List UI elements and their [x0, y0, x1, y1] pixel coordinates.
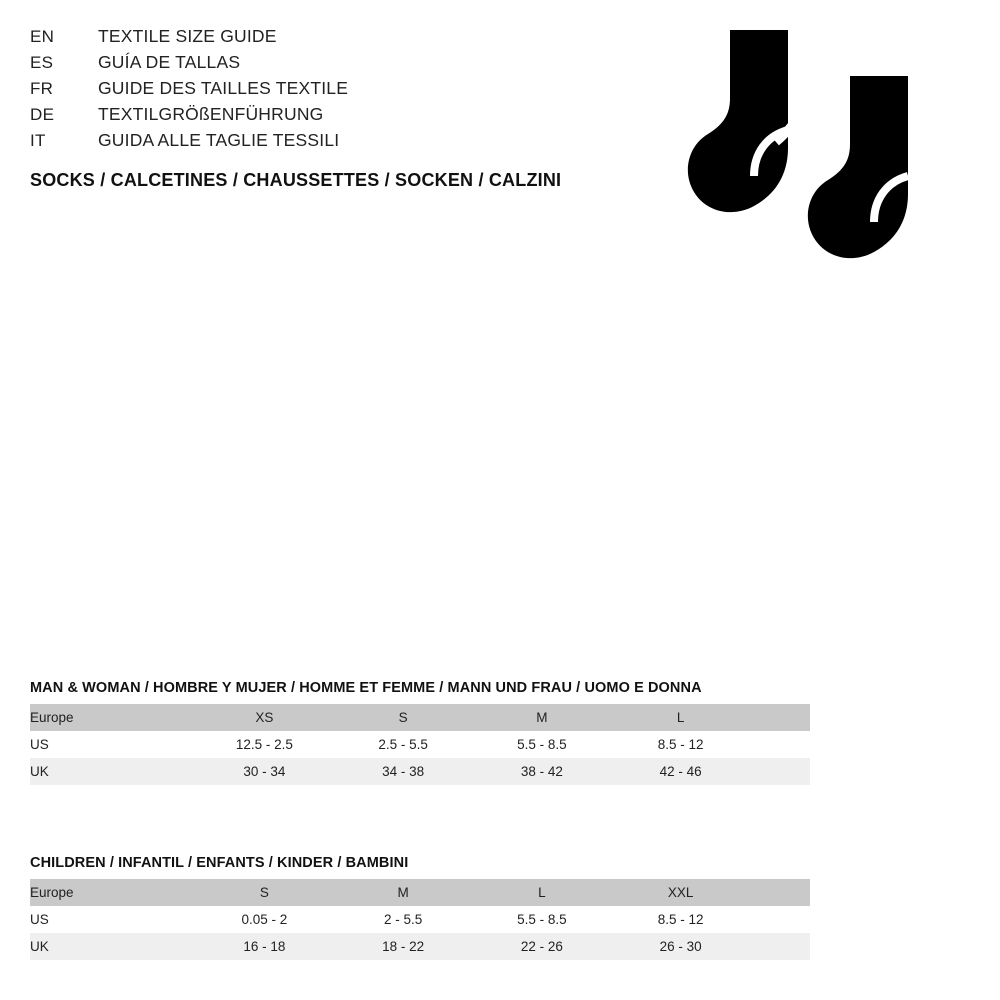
cell-spacer [750, 906, 810, 933]
cell-europe-4: L [611, 704, 750, 731]
children-size-table [30, 879, 810, 960]
row-label: UK [30, 933, 195, 960]
language-row-de [30, 104, 650, 130]
size-guide-header [30, 26, 650, 191]
cell-us-2: 2 - 5.5 [334, 906, 473, 933]
cell-uk-2: 34 - 38 [334, 758, 473, 785]
cell-spacer [750, 704, 810, 731]
table-row [30, 906, 810, 933]
socks-icon [660, 18, 960, 298]
cell-uk-1: 30 - 34 [195, 758, 334, 785]
cell-spacer [750, 879, 810, 906]
row-label: Europe [30, 704, 195, 731]
language-title-en: TEXTILE SIZE GUIDE [98, 26, 277, 46]
cell-spacer [750, 933, 810, 960]
cell-europe-3: L [473, 879, 612, 906]
language-title-de: TEXTILGRÖßENFÜHRUNG [98, 104, 324, 124]
language-row-fr [30, 78, 650, 104]
children-size-section [30, 855, 810, 960]
cell-us-1: 12.5 - 2.5 [195, 731, 334, 758]
cell-uk-4: 42 - 46 [611, 758, 750, 785]
table-row [30, 704, 810, 731]
table-row [30, 879, 810, 906]
row-label: Europe [30, 879, 195, 906]
language-code-it: IT [30, 131, 46, 150]
cell-us-3: 5.5 - 8.5 [473, 906, 612, 933]
cell-uk-3: 38 - 42 [473, 758, 612, 785]
cell-europe-2: S [334, 704, 473, 731]
man-woman-table-title: MAN & WOMAN / HOMBRE Y MUJER / HOMME ET FEMME / MANN UND FRAU / UOMO E DONNA [30, 680, 702, 696]
language-title-es: GUÍA DE TALLAS [98, 52, 241, 72]
product-type-label: SOCKS / CALCETINES / CHAUSSETTES / SOCKEN / CALZINI [30, 170, 562, 190]
language-code-en: EN [30, 27, 55, 46]
cell-europe-1: XS [195, 704, 334, 731]
language-code-fr: FR [30, 79, 54, 98]
cell-us-3: 5.5 - 8.5 [473, 731, 612, 758]
cell-us-4: 8.5 - 12 [611, 906, 750, 933]
cell-europe-1: S [195, 879, 334, 906]
cell-uk-1: 16 - 18 [195, 933, 334, 960]
man-woman-size-table [30, 704, 810, 785]
cell-us-2: 2.5 - 5.5 [334, 731, 473, 758]
language-title-it: GUIDA ALLE TAGLIE TESSILI [98, 130, 340, 150]
cell-spacer [750, 758, 810, 785]
cell-europe-2: M [334, 879, 473, 906]
row-label: US [30, 731, 195, 758]
language-code-de: DE [30, 105, 55, 124]
language-row-it [30, 130, 650, 156]
cell-europe-3: M [473, 704, 612, 731]
cell-uk-2: 18 - 22 [334, 933, 473, 960]
language-row-es [30, 52, 650, 78]
cell-us-1: 0.05 - 2 [195, 906, 334, 933]
children-table-title: CHILDREN / INFANTIL / ENFANTS / KINDER / BAMBINI [30, 855, 409, 871]
language-title-fr: GUIDE DES TAILLES TEXTILE [98, 78, 349, 98]
language-code-es: ES [30, 53, 54, 72]
man-woman-size-section [30, 680, 810, 785]
row-label: UK [30, 758, 195, 785]
cell-uk-3: 22 - 26 [473, 933, 612, 960]
table-row [30, 758, 810, 785]
cell-us-4: 8.5 - 12 [611, 731, 750, 758]
language-row-en [30, 26, 650, 52]
cell-spacer [750, 731, 810, 758]
table-row [30, 731, 810, 758]
table-row [30, 933, 810, 960]
row-label: US [30, 906, 195, 933]
cell-europe-4: XXL [611, 879, 750, 906]
cell-uk-4: 26 - 30 [611, 933, 750, 960]
